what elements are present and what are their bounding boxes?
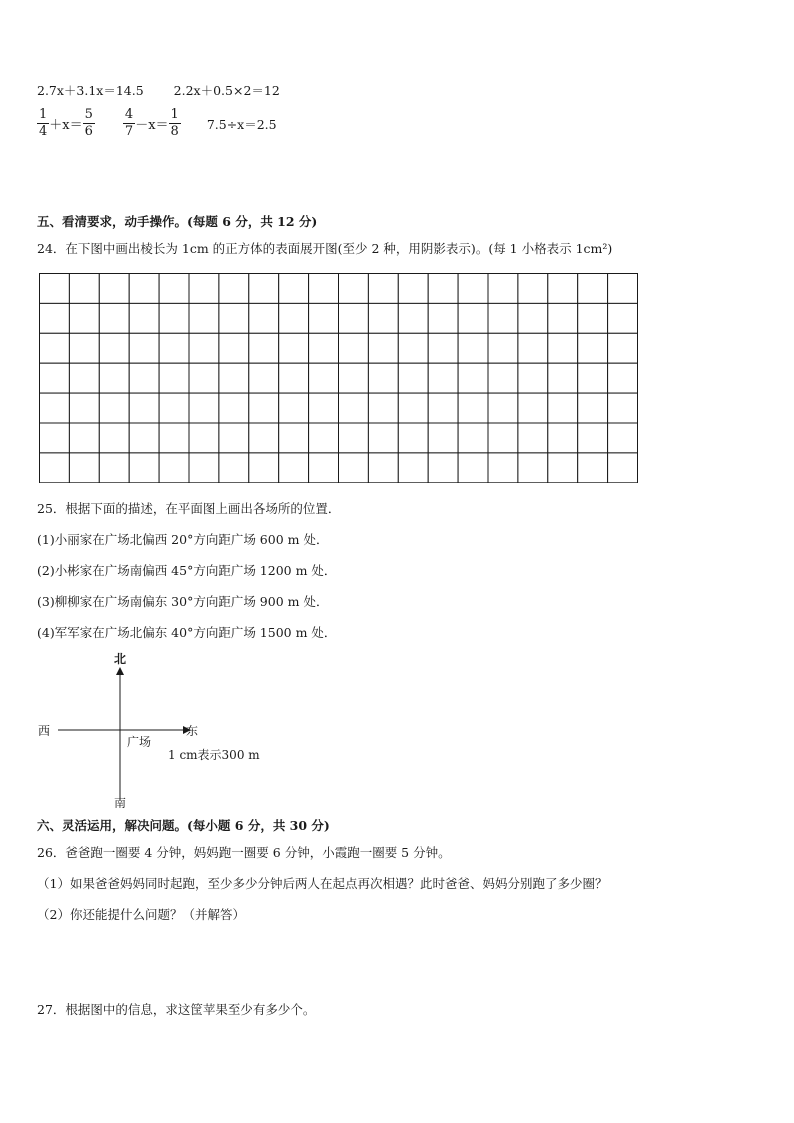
grid-cell[interactable] — [368, 393, 398, 423]
grid-cell[interactable] — [428, 274, 458, 304]
grid-cell[interactable] — [339, 274, 369, 304]
grid-cell[interactable] — [129, 303, 159, 333]
grid-cell[interactable] — [189, 363, 219, 393]
grid-cell[interactable] — [518, 363, 548, 393]
grid-cell[interactable] — [189, 453, 219, 483]
grid-cell[interactable] — [398, 303, 428, 333]
grid-cell[interactable] — [398, 333, 428, 363]
equation-1: 2.7x＋3.1x＝14.5 — [37, 83, 144, 98]
grid-cell[interactable] — [488, 423, 518, 453]
fraction: $\frac{1}{4}$ — [39, 107, 48, 139]
grid-cell[interactable] — [339, 303, 369, 333]
grid-cell[interactable] — [40, 274, 70, 304]
grid-cell[interactable] — [368, 453, 398, 483]
question-25-item-2: (2)小彬家在广场南偏西 45°方向距广场 1200 m 处． — [37, 563, 337, 578]
grid-cell[interactable] — [129, 453, 159, 483]
grid-cell[interactable] — [398, 363, 428, 393]
east-label: 东 — [186, 724, 199, 738]
compass-plan[interactable] — [0, 640, 300, 815]
grid-cell[interactable] — [40, 393, 70, 423]
grid-cell[interactable] — [159, 303, 189, 333]
question-26-part-1: （1）如果爸爸妈妈同时起跑，至少多少分钟后两人在起点再次相遇？此时爸爸、妈妈分别跑了多少圈？ — [37, 876, 608, 891]
grid-cell[interactable] — [40, 453, 70, 483]
grid-cell[interactable] — [249, 333, 279, 363]
grid-cell[interactable] — [458, 274, 488, 304]
grid-cell[interactable] — [488, 363, 518, 393]
grid-cell[interactable] — [518, 333, 548, 363]
grid-cell[interactable] — [398, 274, 428, 304]
grid-cell[interactable] — [578, 423, 608, 453]
fraction: $\frac{5}{6}$ — [84, 107, 93, 139]
grid-cell[interactable] — [578, 303, 608, 333]
grid-cell[interactable] — [69, 274, 99, 304]
grid-cell[interactable] — [548, 393, 578, 423]
grid-cell[interactable] — [249, 303, 279, 333]
south-label: 南 — [114, 796, 127, 810]
grid-cell[interactable] — [40, 303, 70, 333]
grid-cell[interactable] — [458, 453, 488, 483]
grid-cell[interactable] — [428, 363, 458, 393]
grid-cell[interactable] — [518, 453, 548, 483]
grid-cell[interactable] — [518, 423, 548, 453]
grid-cell[interactable] — [189, 303, 219, 333]
grid-cell[interactable] — [608, 274, 638, 304]
equation-5: 7.5÷x＝2.5 — [206, 116, 277, 132]
question-26: 26．爸爸跑一圈要 4 分钟，妈妈跑一圈要 6 分钟，小霞跑一圈要 5 分钟。 — [37, 845, 451, 860]
grid-cell[interactable] — [279, 363, 309, 393]
grid-cell[interactable] — [69, 393, 99, 423]
grid-cell[interactable] — [189, 274, 219, 304]
grid-cell[interactable] — [40, 363, 70, 393]
grid-cell[interactable] — [279, 274, 309, 304]
grid-cell[interactable] — [159, 423, 189, 453]
grid-cell[interactable] — [458, 303, 488, 333]
section-6-title: 六、灵活运用，解决问题。(每小题 6 分，共 30 分) — [37, 818, 330, 833]
grid-cell[interactable] — [578, 274, 608, 304]
fraction: $\frac{4}{7}$ — [124, 107, 134, 139]
grid-cell[interactable] — [279, 303, 309, 333]
fraction: $\frac{1}{8}$ — [170, 107, 179, 139]
grid-cell[interactable] — [458, 393, 488, 423]
grid-cell[interactable] — [488, 274, 518, 304]
grid-cell[interactable] — [548, 363, 578, 393]
grid-cell[interactable] — [69, 423, 99, 453]
grid-cell[interactable] — [368, 274, 398, 304]
grid-cell[interactable] — [368, 333, 398, 363]
grid-cell[interactable] — [249, 423, 279, 453]
grid-cell[interactable] — [309, 303, 339, 333]
grid-cell[interactable] — [339, 453, 369, 483]
grid-cell[interactable] — [428, 303, 458, 333]
grid-cell[interactable] — [159, 393, 189, 423]
square-label: 广场 — [127, 735, 152, 749]
grid-cell[interactable] — [309, 393, 339, 423]
grid-cell[interactable] — [129, 393, 159, 423]
west-label: 西 — [38, 724, 51, 738]
grid-cell[interactable] — [279, 453, 309, 483]
equation-2: 2.2x＋0.5×2＝12 — [173, 83, 280, 98]
grid-cell[interactable] — [428, 333, 458, 363]
question-25-item-1: (1)小丽家在广场北偏西 20°方向距广场 600 m 处． — [37, 532, 329, 547]
grid-cell[interactable] — [309, 453, 339, 483]
grid-cell[interactable] — [69, 363, 99, 393]
grid-cell[interactable] — [368, 423, 398, 453]
north-label: 北 — [114, 652, 127, 666]
grid-cell[interactable] — [608, 333, 638, 363]
grid-cell[interactable] — [219, 423, 249, 453]
equation-row-1 — [37, 83, 280, 99]
grid-cell[interactable] — [458, 333, 488, 363]
grid-cell[interactable] — [219, 333, 249, 363]
grid-cell[interactable] — [398, 393, 428, 423]
grid-cell[interactable] — [99, 363, 129, 393]
grid-cell[interactable] — [99, 333, 129, 363]
equation-operator: ＋x＝ — [49, 118, 83, 133]
grid-cell[interactable] — [219, 363, 249, 393]
grid-cell[interactable] — [189, 333, 219, 363]
grid-cell[interactable] — [40, 423, 70, 453]
grid-cell[interactable] — [99, 303, 129, 333]
grid-cell[interactable] — [578, 333, 608, 363]
grid-cell[interactable] — [99, 453, 129, 483]
grid-cell[interactable] — [458, 363, 488, 393]
grid-cell[interactable] — [309, 423, 339, 453]
grid-cell[interactable] — [548, 274, 578, 304]
grid-cell[interactable] — [428, 453, 458, 483]
grid-cell[interactable] — [578, 453, 608, 483]
grid-cell[interactable] — [368, 303, 398, 333]
grid-cell[interactable] — [488, 303, 518, 333]
grid-cell[interactable] — [608, 363, 638, 393]
grid-cell[interactable] — [219, 393, 249, 423]
grid-cell[interactable] — [219, 303, 249, 333]
grid-cell[interactable] — [339, 333, 369, 363]
grid-cell[interactable] — [608, 423, 638, 453]
grid-cell[interactable] — [99, 393, 129, 423]
question-25: 25．根据下面的描述，在平面图上画出各场所的位置． — [37, 501, 341, 516]
question-25-item-4: (4)军军家在广场北偏东 40°方向距广场 1500 m 处． — [37, 625, 337, 640]
grid-cell[interactable] — [129, 423, 159, 453]
grid-cell[interactable] — [99, 423, 129, 453]
grid-cell[interactable] — [608, 453, 638, 483]
grid-cell[interactable] — [129, 274, 159, 304]
square-grid[interactable] — [39, 273, 639, 483]
grid-cell[interactable] — [189, 393, 219, 423]
grid-cell[interactable] — [159, 333, 189, 363]
equation-operator: －x＝ — [135, 118, 169, 133]
question-24: 24．在下图中画出棱长为 1cm 的正方体的表面展开图(至少 2 种，用阴影表示)。(每 1 小格表示 1cm²) — [37, 241, 613, 256]
grid-cell[interactable] — [219, 453, 249, 483]
grid-cell[interactable] — [249, 393, 279, 423]
grid-cell[interactable] — [548, 333, 578, 363]
question-27: 27．根据图中的信息，求这筐苹果至少有多少个。 — [37, 1002, 316, 1017]
grid-cell[interactable] — [279, 393, 309, 423]
grid-cell[interactable] — [40, 333, 70, 363]
grid-cell[interactable] — [608, 393, 638, 423]
grid-cell[interactable] — [578, 363, 608, 393]
grid-cell[interactable] — [368, 363, 398, 393]
grid-cell[interactable] — [518, 303, 548, 333]
grid-cell[interactable] — [129, 333, 159, 363]
grid-cell[interactable] — [309, 274, 339, 304]
grid-cell[interactable] — [129, 363, 159, 393]
grid-cell[interactable] — [279, 423, 309, 453]
grid-cell[interactable] — [518, 393, 548, 423]
grid-cell[interactable] — [189, 423, 219, 453]
grid-cell[interactable] — [249, 453, 279, 483]
section-5-title: 五、看清要求，动手操作。(每题 6 分，共 12 分) — [37, 214, 318, 229]
grid-cell[interactable] — [608, 303, 638, 333]
grid-cell[interactable] — [458, 423, 488, 453]
grid-cell[interactable] — [548, 303, 578, 333]
grid-cell[interactable] — [159, 274, 189, 304]
grid-cell[interactable] — [69, 333, 99, 363]
grid-cell[interactable] — [219, 274, 249, 304]
grid-cell[interactable] — [428, 393, 458, 423]
grid-cell[interactable] — [398, 453, 428, 483]
grid-cell[interactable] — [339, 363, 369, 393]
scale-label: 1 cm表示300 m — [168, 748, 260, 762]
grid-cell[interactable] — [309, 333, 339, 363]
grid-cell[interactable] — [339, 393, 369, 423]
grid-cell[interactable] — [339, 423, 369, 453]
grid-cell[interactable] — [69, 453, 99, 483]
grid-cell[interactable] — [398, 423, 428, 453]
equation-row-2 — [37, 107, 277, 140]
grid-cell[interactable] — [578, 393, 608, 423]
grid-cell[interactable] — [428, 423, 458, 453]
question-26-part-2: （2）你还能提什么问题？（并解答） — [37, 907, 245, 922]
grid-cell[interactable] — [99, 274, 129, 304]
grid-cell[interactable] — [488, 453, 518, 483]
grid-cell[interactable] — [249, 363, 279, 393]
grid-cell[interactable] — [548, 423, 578, 453]
grid-cell[interactable] — [488, 333, 518, 363]
grid-cell[interactable] — [488, 393, 518, 423]
grid-cell[interactable] — [279, 333, 309, 363]
grid-cell[interactable] — [309, 363, 339, 393]
grid-cell[interactable] — [249, 274, 279, 304]
grid-cell[interactable] — [69, 303, 99, 333]
grid-cell[interactable] — [518, 274, 548, 304]
grid-cell[interactable] — [548, 453, 578, 483]
grid-cell[interactable] — [159, 363, 189, 393]
question-25-item-3: (3)柳柳家在广场南偏东 30°方向距广场 900 m 处． — [37, 594, 329, 609]
grid-cell[interactable] — [159, 453, 189, 483]
